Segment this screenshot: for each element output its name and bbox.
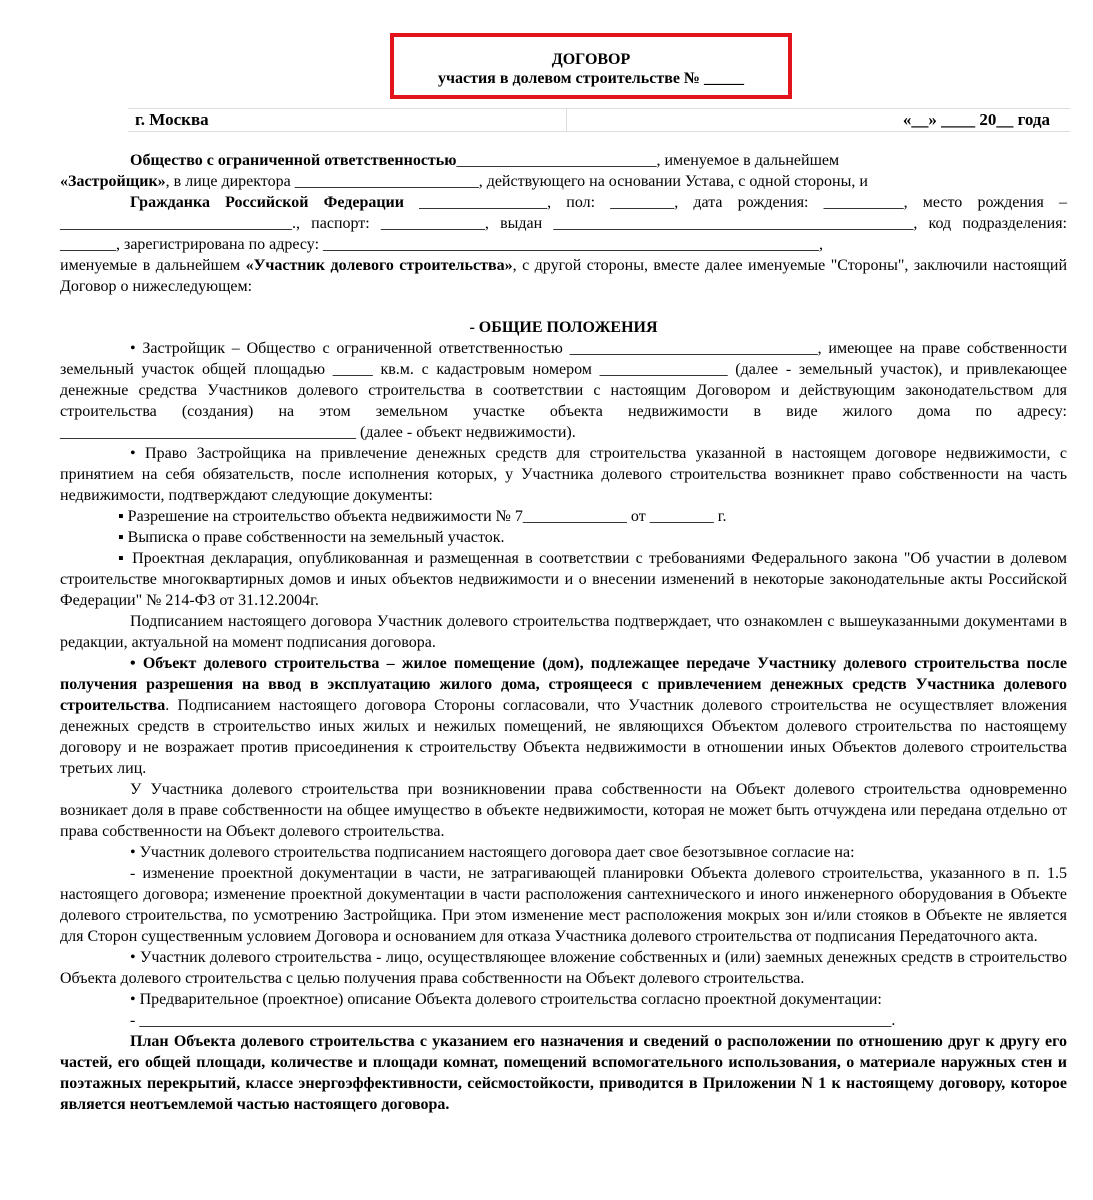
intro-paragraph-developer [60,150,1067,171]
clause-participant-definition: • Участник долевого строительства - лицо, осуществляющее вложение собственных и (или) заемных денежных средств в строительство Объекта долевого строительства с целью получения права собственности на Объект долевого строительства. [60,949,1067,987]
participant-details: ________________, пол: ________, дата рождения: __________, место рождения – _____________________________., паспорт: _____________, выдан _____________________________________________, код подразделения: _______, зарегистрирована по адресу: ______________________________________________________________, [60,194,1067,253]
intro-paragraph-developer-role [60,171,1067,192]
developer-role-rest: , в лице директора _______________________, действующего на основании Устава, с одной стороны, и [165,173,868,190]
participant-citizen: Гражданка Российской Федерации [130,194,404,211]
object-definition-rest: . Подписанием настоящего договора Стороны согласовали, что Участник долевого строительства не осуществляет вложения денежных средств в строительство иных жилых и нежилых помещений, не являющихся Объектом долевого строительства по настоящему договору и не возражает против присоединения к строительству Объекта недвижимости в отношении иных Объектов долевого строительства третьих лиц. [60,697,1067,777]
contract-city: г. Москва [135,110,209,129]
clause-acknowledgement: Подписанием настоящего договора Участник долевого строительства подтверждает, что ознакомлен с вышеуказанными документами в редакции, актуальной на момент подписания договора. [60,613,1067,651]
parties-text-b: , с другой стороны, вместе далее именуемые "Стороны", заключили настоящий Договор о нижеследующем: [60,257,1068,295]
clause-consent-details: - изменение проектной документации в части, не затрагивающей планировки Объекта долевого строительства, указанного в п. 1.5 настоящего договора; изменение проектной документации в части расположения сантехнического и иного инженерного оборудования в Объекте долевого строительства, по усмотрению Застройщика. При этом изменение мест расположения мокрых зон и/или стояков в Объекте не является для Сторон существенным условием Договора и основанием для отказа Участника долевого строительства от подписания Передаточного акта. [60,865,1067,945]
developer-entity-rest: _________________________, именуемое в дальнейшем [456,152,840,169]
participant-role: «Участник долевого строительства» [245,257,513,274]
section-heading: - ОБЩИЕ ПОЛОЖЕНИЯ [469,319,658,336]
title-highlight-box [390,33,792,99]
clause-developer-right: • Право Застройщика на привлечение денежных средств для строительства указанной в настоящем договоре недвижимости, с принятием на себя обязательств, после исполнения которых, у Участника долевого строительства возникнет право собственности на часть недвижимости, подтверждают следующие документы: [60,445,1067,504]
clause-developer: • Застройщик – Общество с ограниченной ответственностью _______________________________, имеющее на праве собственности земельный участок общей площадью _____ кв.м. с кадастровым номером ________________ (далее - земельный участок), и привлекающее денежные средства Участников долевого строительства в соответствии с настоящим Договором и действующим законодательством для строительства (создания) на этом земельном участке объекта недвижимости в виде жилого дома по адресу: _____________________________________ (далее - объект недвижимости). [60,340,1067,441]
intro-paragraph-parties [60,255,1067,297]
document-title: ДОГОВОР [551,51,631,68]
clause-plan-appendix: План Объекта долевого строительства с указанием его назначения и сведений о расположении по отношению друг к другу его частей, его общей площади, количестве и площади комнат, помещений вспомогательного использования, о материале наружных стен и поэтажных перекрытий, классе энергоэффективности, сейсмостойкости, приводится в Приложении N 1 к настоящему договору, которое является неотъемлемой частью настоящего договора. [60,1033,1067,1113]
document-item-extract: ▪ Выписка о праве собственности на земельный участок. [118,529,505,546]
document-item-permit: ▪ Разрешение на строительство объекта недвижимости № 7_____________ от ________ г. [118,508,727,525]
clause-common-property: У Участника долевого строительства при возникновении права собственности на Объект долевого строительства одновременно возникает доля в праве собственности на общее имущество в объекте недвижимости, которая не может быть отчуждена или передана отдельно от права собственности на Объект долевого строительства. [60,781,1067,840]
description-blank-line: - ______________________________________________________________________________________________. [130,1012,896,1029]
document-subtitle: участия в долевом строительстве № _____ [437,70,745,87]
cell-divider [566,109,567,131]
document-item-declaration: ▪ Проектная декларация, опубликованная и размещенная в соответствии с требованиями Федерального закона "Об участии в долевом строительстве многоквартирных домов и иных объектов недвижимости и о внесении изменений в некоторые законодательные акты Российской Федерации" № 214-ФЗ от 31.12.2004г. [60,550,1067,609]
clause-preliminary-description: • Предварительное (проектное) описание Объекта долевого строительства согласно проектной документации: [130,991,882,1008]
clause-object [60,653,1067,779]
place-date-row [128,108,1070,132]
intro-paragraph-participant [60,192,1067,255]
developer-role: «Застройщик» [60,173,166,190]
clause-consent: • Участник долевого строительства подписанием настоящего договора дает свое безотзывное согласие на: [130,844,855,861]
developer-entity: Общество с ограниченной ответственностью [130,152,457,169]
parties-text-a: именуемые в дальнейшем [60,257,246,274]
object-definition: • Объект долевого строительства – жилое помещение (дом), подлежащее передаче Участнику долевого строительства после получения разрешения на ввод в эксплуатацию жилого дома, строящееся с привлечением денежных средств Участника долевого строительства [60,655,1067,714]
contract-date: «__» ____ 20__ года [902,110,1050,129]
contract-body [60,150,1067,1115]
